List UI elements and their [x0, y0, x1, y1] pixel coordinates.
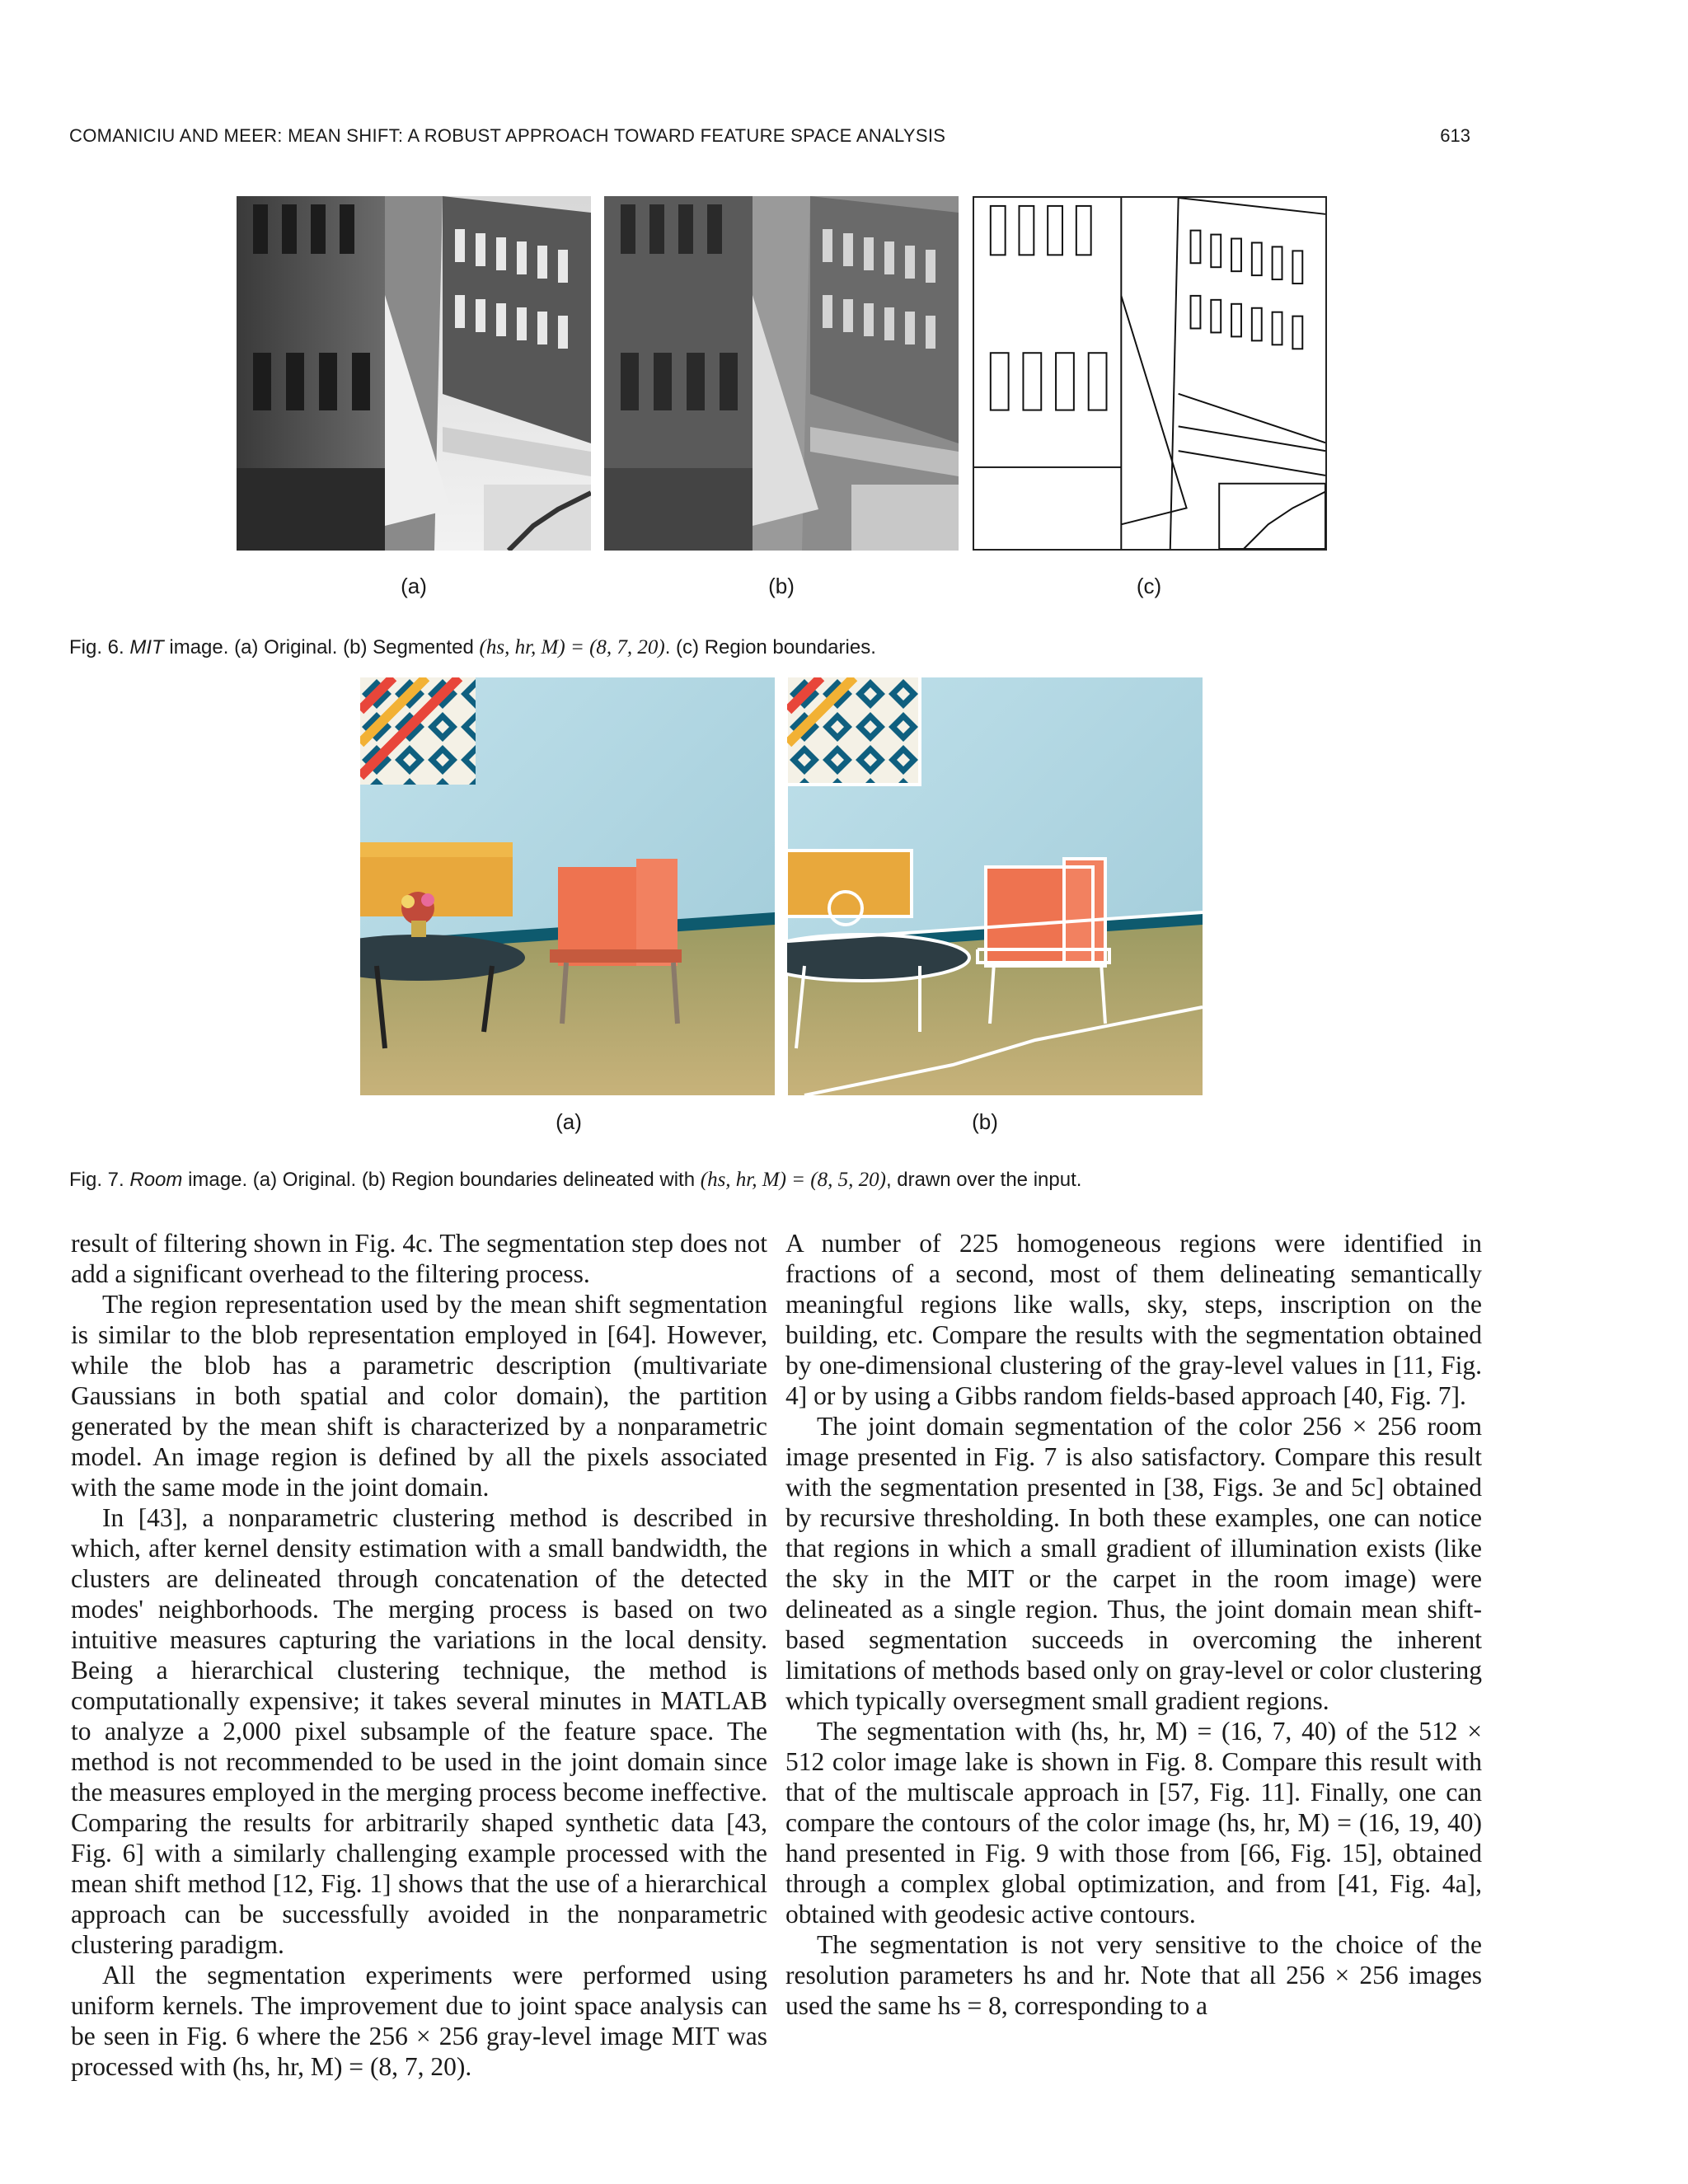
- room-original-photo: [360, 677, 775, 1095]
- running-head: COMANICIU AND MEER: MEAN SHIFT: A ROBUST APPROACH TOWARD FEATURE SPACE ANALYSIS: [69, 125, 946, 146]
- fig7-panel-a-original: [360, 677, 775, 1095]
- right-paragraph-1: A number of 225 homogeneous regions were identified in fractions of a second, most of them delineating semantically meaningful regions like walls, sky, steps, inscription on the building, etc. Compare the results with the segmentation obtained by one-dimensional clustering of the gray-level values in [11, Fig. 4] or by using a Gibbs random fields-based approach [40, Fig. 7].: [785, 1229, 1482, 1410]
- right-text-column: [785, 1228, 1482, 2021]
- left-text-column: [71, 1228, 767, 2082]
- fig6-panel-b-segmented: [604, 196, 959, 551]
- page-number: 613: [1440, 125, 1470, 146]
- fig7-panel-b-boundaries: [787, 677, 1203, 1095]
- right-paragraph-2: The joint domain segmentation of the color 256 × 256 room image presented in Fig. 7 is also satisfactory. Compare this result with the segmentation presented in [38, Figs. 3e and 5c] obtained by recursive thresholding. In both these examples, one can notice that regions in which a small gradient of illumination exists (like the sky in the MIT or the carpet in the room image) were delineated as a single region. Thus, the joint domain mean shift-based segmentation succeeds in overcoming the inherent limitations of methods based only on gray-level or color clustering which typically oversegment small gradient regions.: [785, 1412, 1482, 1715]
- left-paragraph-2: The region representation used by the mean shift segmentation is similar to the blob representation employed in [64]. However, while the blob has a parametric description (multivariate Gaussians in both spatial and color domain), the partition generated by the mean shift is characterized by a nonparametric model. An image region is defined by all the pixels associated with the same mode in the joint domain.: [71, 1290, 767, 1502]
- fig7-caption: Fig. 7. Room image. (a) Original. (b) Region boundaries delineated with (hs, hr, M) = (8, 5, 20), drawn over the input.: [69, 1169, 1082, 1191]
- right-paragraph-3: The segmentation with (hs, hr, M) = (16, 7, 40) of the 512 × 512 color image lake is shown in Fig. 8. Compare this result with that of the multiscale approach in [57, Fig. 11]. Finally, one can compare the contours of the color image (hs, hr, M) = (16, 19, 40) hand presented in Fig. 9 with those from [66, Fig. 15], obtained through a complex global optimization, and from [41, Fig. 4a], obtained with geodesic active contours.: [785, 1717, 1482, 1929]
- mit-segmented-image: [604, 196, 959, 551]
- left-paragraph-3: In [43], a nonparametric clustering method is described in which, after kernel density estimation with a small bandwidth, the clusters are delineated through concatenation of the detected modes' neighborhoods. The merging process is based on two intuitive measures capturing the variations in the local density. Being a hierarchical clustering technique, the method is computationally expensive; it takes several minutes in MATLAB to analyze a 2,000 pixel subsample of the feature space. The method is not recommended to be used in the joint domain since the measures employed in the merging process become ineffective. Comparing the results for arbitrarily shaped synthetic data [43, Fig. 6] with a similarly challenging example processed with the mean shift method [12, Fig. 1] shows that the use of a hierarchical approach can be successfully avoided in the nonparametric clustering paradigm.: [71, 1503, 767, 1959]
- fig6-label-b: (b): [768, 574, 795, 598]
- fig6-label-a: (a): [401, 574, 427, 598]
- mit-region-boundaries: [974, 198, 1325, 549]
- fig7-label-b: (b): [972, 1109, 998, 1134]
- fig6-caption: Fig. 6. MIT image. (a) Original. (b) Segmented (hs, hr, M) = (8, 7, 20). (c) Region boundaries.: [69, 636, 876, 658]
- mit-original-photo: [237, 196, 591, 551]
- left-paragraph-1: result of filtering shown in Fig. 4c. The segmentation step does not add a significant overhead to the filtering process.: [71, 1229, 767, 1288]
- fig6-panel-c-boundaries: [973, 196, 1327, 551]
- fig6-label-c: (c): [1136, 574, 1162, 598]
- left-paragraph-4: All the segmentation experiments were performed using uniform kernels. The improvement due to joint space analysis can be seen in Fig. 6 where the 256 × 256 gray-level image MIT was processed with (hs, hr, M) = (8, 7, 20).: [71, 1961, 767, 2081]
- room-region-boundaries: [787, 677, 1203, 1095]
- fig6-panel-a-original: [237, 196, 591, 551]
- right-paragraph-4: The segmentation is not very sensitive to the choice of the resolution parameters hs and hr. Note that all 256 × 256 images used the same hs = 8, corresponding to a: [785, 1930, 1482, 2020]
- fig7-label-a: (a): [556, 1109, 582, 1134]
